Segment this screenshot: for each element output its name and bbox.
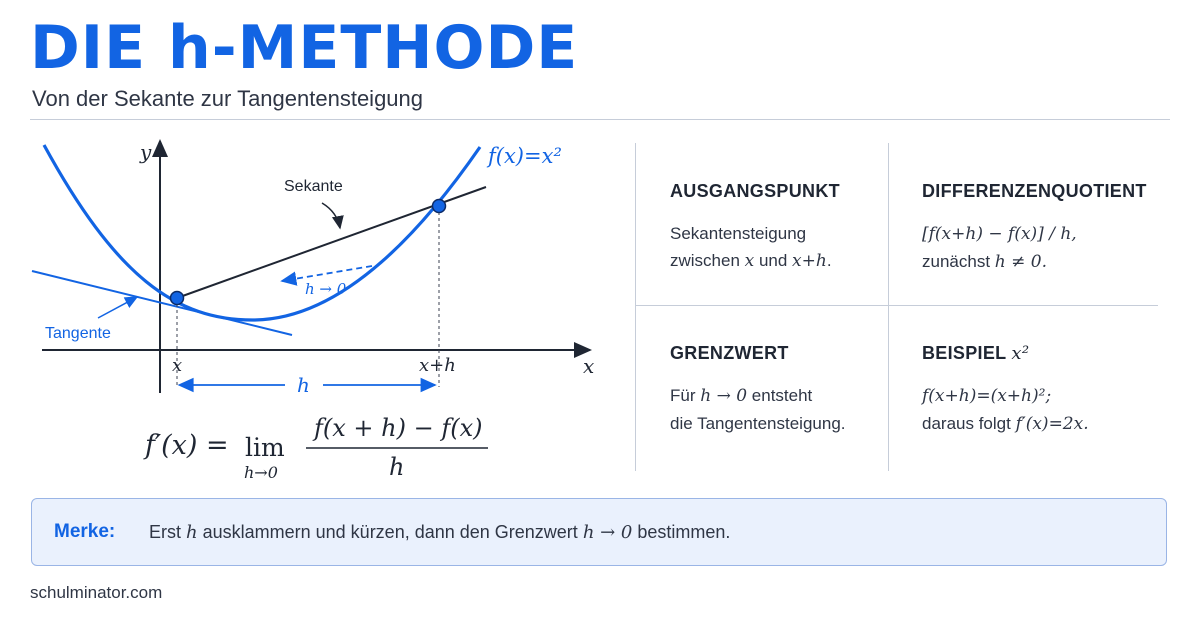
card-differenzenquotient: DIFFERENZENQUOTIENT [f(x+h) − f(x)] / h, zunächst h ≠ 0. <box>922 181 1152 276</box>
panel-divider-horizontal <box>636 305 1158 306</box>
panel-divider-left <box>635 143 636 471</box>
point-x-plus-h <box>433 200 446 213</box>
card-line: [f(x+h) − f(x)] / h, <box>922 224 1077 244</box>
formula-denominator: h <box>389 453 405 481</box>
card-heading: GRENZWERT <box>670 343 789 363</box>
card-heading: BEISPIEL x² <box>922 343 1030 364</box>
tick-label-x: x <box>172 355 183 376</box>
tangent-pointer <box>98 297 137 318</box>
card-grenzwert: GRENZWERT Für h → 0 entsteht die Tangentensteigung. <box>670 343 900 437</box>
formula-lim-sub: h→0 <box>244 463 278 482</box>
function-label: f(x)=x² <box>488 144 562 168</box>
tick-label-x-plus-h: x+h <box>419 355 456 376</box>
card-ausgangspunkt: AUSGANGSPUNKT Sekantensteigung zwischen x und x+h. <box>670 181 900 275</box>
formula-lhs: f′(x) = <box>145 430 229 461</box>
tangent-label: Tangente <box>45 325 111 342</box>
page-subtitle: Von der Sekante zur Tangentensteigung <box>32 86 424 111</box>
h-method-diagram <box>0 125 620 495</box>
header-divider <box>30 119 1170 120</box>
x-axis-label: x <box>583 354 595 378</box>
distance-label: h <box>297 373 310 397</box>
point-x <box>171 292 184 305</box>
formula-lim: lim <box>245 433 285 462</box>
card-heading: AUSGANGSPUNKT <box>670 181 840 201</box>
card-beispiel: BEISPIEL x² f(x+h)=(x+h)²; daraus folgt f′(x)=2x. <box>922 343 1152 438</box>
secant-pointer <box>322 203 340 228</box>
card-line: f(x+h)=(x+h)²; <box>922 386 1052 406</box>
footer-site: schulminator.com <box>30 583 163 602</box>
merke-text: Erst h ausklammern und kürzen, dann den Grenzwert h → 0 bestimmen. <box>149 522 731 543</box>
page-title: DIE h-METHODE <box>30 13 579 83</box>
merke-label: Merke: <box>54 521 116 542</box>
merke-box <box>31 498 1167 566</box>
secant-label: Sekante <box>284 178 343 195</box>
y-axis-label: y <box>140 140 152 164</box>
card-line: die Tangentensteigung. <box>670 414 846 433</box>
formula-numerator: f(x + h) − f(x) <box>314 414 483 442</box>
limit-arrow-label: h → 0 <box>305 280 347 298</box>
parabola-curve <box>44 145 480 320</box>
card-heading: DIFFERENZENQUOTIENT <box>922 181 1147 201</box>
card-line: Sekantensteigung <box>670 224 807 243</box>
